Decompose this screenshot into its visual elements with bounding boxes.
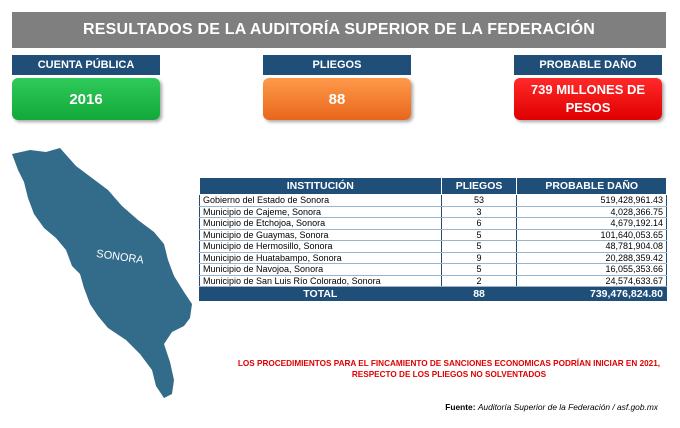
cell-institucion: Municipio de Cajeme, Sonora: [200, 206, 442, 218]
table-row: [200, 195, 667, 207]
source-citation: [380, 402, 658, 412]
sonora-map: [8, 148, 194, 400]
kpi-label-cuenta-publica: CUENTA PÚBLICA: [12, 55, 160, 75]
cell-pliegos: 2: [441, 275, 517, 287]
table-row: [200, 229, 667, 241]
header-pliegos: PLIEGOS: [441, 178, 517, 195]
table-row: [200, 241, 667, 253]
cell-institucion: Municipio de Navojoa, Sonora: [200, 264, 442, 276]
table-row: [200, 206, 667, 218]
page-title: RESULTADOS DE LA AUDITORÍA SUPERIOR DE LA FEDERACIÓN: [12, 12, 666, 48]
total-dano: 739,476,824.80: [517, 287, 667, 301]
kpi-value-text: 2016: [69, 90, 103, 108]
cell-dano: 24,574,633.67: [517, 275, 667, 287]
cell-dano: 519,428,961.43: [517, 195, 667, 207]
cell-dano: 101,640,053.65: [517, 229, 667, 241]
cell-institucion: Municipio de Etchojoa, Sonora: [200, 218, 442, 230]
source-text: Auditoría Superior de la Federación / asf.gob.mx: [477, 402, 658, 412]
cell-pliegos: 5: [441, 241, 517, 253]
header-institucion: INSTITUCIÓN: [200, 178, 442, 195]
kpi-value-probable-dano: [514, 78, 662, 120]
cell-pliegos: 6: [441, 218, 517, 230]
table-total-row: [200, 287, 667, 301]
table-header-row: [200, 178, 667, 195]
kpi-value-text: 739 MILLONES DE PESOS: [530, 82, 646, 115]
kpi-label-probable-dano: PROBABLE DAÑO: [514, 55, 662, 75]
cell-institucion: Gobierno del Estado de Sonora: [200, 195, 442, 207]
sonora-state-shape: [12, 148, 192, 398]
cell-dano: 4,679,192.14: [517, 218, 667, 230]
source-label: Fuente:: [445, 402, 476, 412]
cell-dano: 20,288,359.42: [517, 252, 667, 264]
header-probable-dano: PROBABLE DAÑO: [517, 178, 667, 195]
table-row: [200, 218, 667, 230]
table-row: [200, 275, 667, 287]
cell-pliegos: 9: [441, 252, 517, 264]
kpi-label-pliegos: PLIEGOS: [263, 55, 411, 75]
cell-pliegos: 5: [441, 264, 517, 276]
cell-pliegos: 3: [441, 206, 517, 218]
procedures-note: [226, 358, 672, 380]
kpi-value-text: 88: [328, 90, 346, 108]
cell-pliegos: 5: [441, 229, 517, 241]
total-pliegos: 88: [441, 287, 517, 301]
note-line-1: LOS PROCEDIMIENTOS PARA EL FINCAMIENTO DE SANCIONES ECONOMICAS PODRÍAN INICIAR EN 2021,: [237, 359, 661, 368]
table-row: [200, 264, 667, 276]
total-label: TOTAL: [200, 287, 442, 301]
map-label: SONORA: [95, 248, 145, 267]
cell-institucion: Municipio de Hermosillo, Sonora: [200, 241, 442, 253]
cell-dano: 4,028,366.75: [517, 206, 667, 218]
cell-dano: 16,055,353.66: [517, 264, 667, 276]
cell-institucion: Municipio de Guaymas, Sonora: [200, 229, 442, 241]
cell-dano: 48,781,904.08: [517, 241, 667, 253]
table-row: [200, 252, 667, 264]
kpi-value-pliegos: [263, 78, 411, 120]
cell-institucion: Municipio de San Luis Río Colorado, Sonora: [200, 275, 442, 287]
institutions-table: [199, 177, 667, 301]
note-line-2: RESPECTO DE LOS PLIEGOS NO SOLVENTADOS: [351, 370, 547, 379]
cell-pliegos: 53: [441, 195, 517, 207]
cell-institucion: Municipio de Huatabampo, Sonora: [200, 252, 442, 264]
kpi-value-cuenta-publica: [12, 78, 160, 120]
